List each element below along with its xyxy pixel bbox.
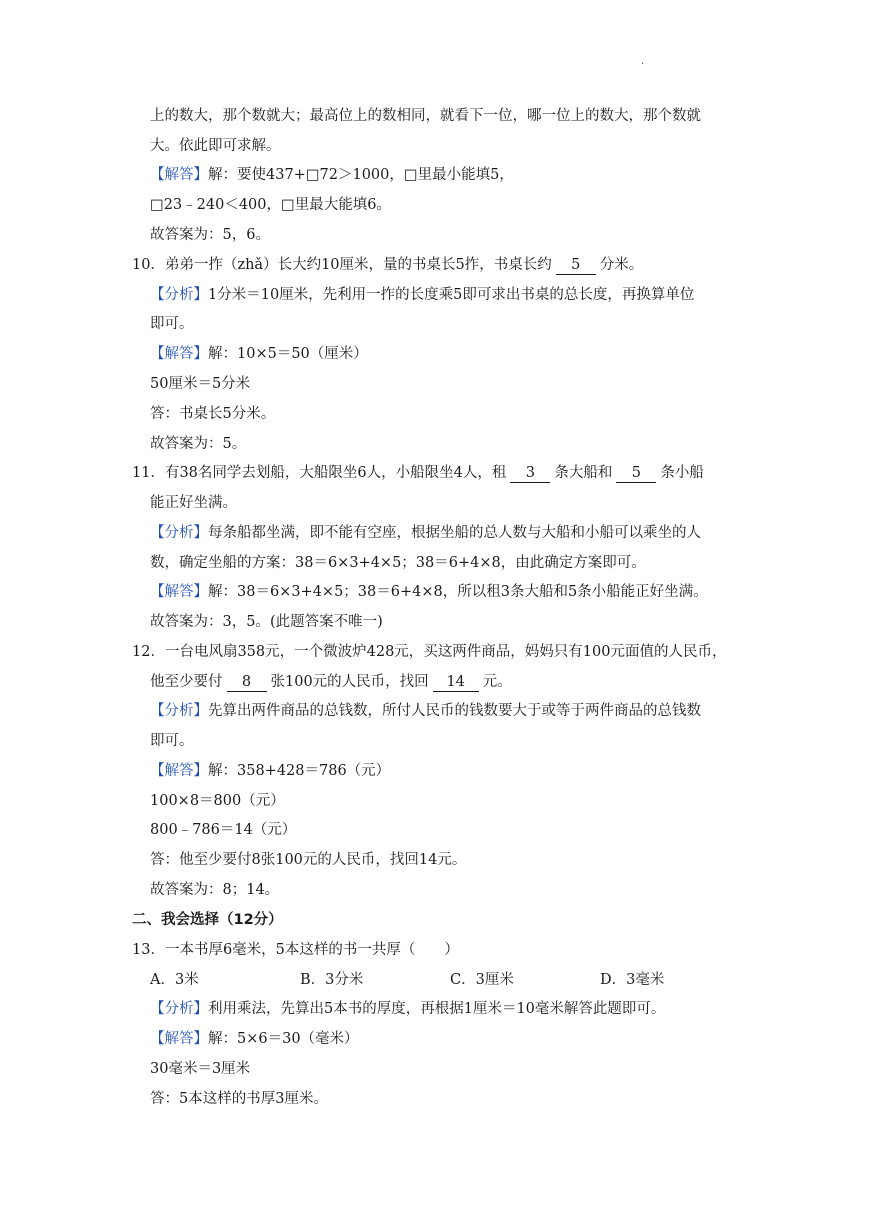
q12-stem-a: 他至少要付 xyxy=(150,674,223,690)
q12-answer xyxy=(150,761,390,781)
q12-final-answer: 故答案为：8；14。 xyxy=(150,882,280,898)
q13-answer xyxy=(150,1029,359,1049)
q10-analysis xyxy=(150,285,694,305)
analysis-tag: 【分析】 xyxy=(150,703,208,719)
q9-answer xyxy=(150,165,514,185)
q11-stem-a: 11．有38名同学去划船，大船限坐6人，小船限坐4人，租 xyxy=(132,465,507,481)
answer-tag: 【解答】 xyxy=(150,584,208,600)
q10-blank-1: 5 xyxy=(556,256,596,275)
q11-analysis-line-2: 数，确定坐船的方案：38＝6×3+4×5；38＝6+4×8，由此确定方案即可。 xyxy=(150,555,646,571)
section-2-title: 二、我会选择（12分） xyxy=(132,912,283,928)
q13-answer-line-2: 30毫米＝3厘米 xyxy=(150,1061,251,1077)
q12-blank-2: 14 xyxy=(433,673,479,692)
q11-stem-b: 条大船和 xyxy=(554,465,613,481)
answer-tag: 【解答】 xyxy=(150,167,208,183)
q11-final-answer: 故答案为：3，5。(此题答案不唯一) xyxy=(150,614,383,630)
q10-analysis-line-1: 1分米＝10厘米，先利用一拃的长度乘5即可求出书桌的总长度，再换算单位 xyxy=(208,287,695,303)
q10-stem-b: 分米。 xyxy=(599,257,644,273)
q9-analysis-line-1: 上的数大，那个数就大；最高位上的数相同，就看下一位，哪一位上的数大，那个数就 xyxy=(150,108,701,124)
q13-option-b: B．3分米 xyxy=(300,972,364,988)
q10-answer-line-2: 50厘米＝5分米 xyxy=(150,376,251,392)
q11-blank-2: 5 xyxy=(616,464,656,483)
q12-stem-c: 元。 xyxy=(482,674,512,690)
q11-analysis xyxy=(150,523,701,543)
answer-tag: 【解答】 xyxy=(150,1031,208,1047)
q13-option-a: A．3米 xyxy=(150,972,199,988)
q12-answer-line-3: 800﹣786＝14（元） xyxy=(150,822,297,838)
q10-stem xyxy=(132,255,643,275)
q9-answer-line-2: □23﹣240＜400，□里最大能填6。 xyxy=(150,197,391,213)
q12-analysis-line-2: 即可。 xyxy=(150,733,194,749)
q11-answer xyxy=(150,582,708,602)
q12-stem-line-1: 12．一台电风扇358元，一个微波炉428元，买这两件商品，妈妈只有100元面值的人民币， xyxy=(132,644,727,660)
q12-analysis xyxy=(150,701,701,721)
q11-stem-c: 条小船 xyxy=(660,465,704,481)
q10-answer-line-1: 解：10×5＝50（厘米） xyxy=(208,346,368,362)
q13-analysis xyxy=(150,999,665,1019)
q9-final-answer: 故答案为：5，6。 xyxy=(150,227,270,243)
q12-answer-line-2: 100×8＝800（元） xyxy=(150,793,285,809)
q12-answer-line-4: 答：他至少要付8张100元的人民币，找回14元。 xyxy=(150,852,467,868)
analysis-tag: 【分析】 xyxy=(150,1001,208,1017)
q12-answer-line-1: 解：358+428＝786（元） xyxy=(208,763,391,779)
analysis-tag: 【分析】 xyxy=(150,525,208,541)
q12-blank-1: 8 xyxy=(227,673,267,692)
q9-answer-line-1: 解：要使437+□72＞1000，□里最小能填5， xyxy=(208,167,514,183)
q10-final-answer: 故答案为：5。 xyxy=(150,436,247,452)
q12-stem-line-2 xyxy=(150,672,512,692)
q11-analysis-line-1: 每条船都坐满，即不能有空座，根据坐船的总人数与大船和小船可以乘坐的人 xyxy=(208,525,701,541)
q13-options xyxy=(150,970,750,990)
q10-answer xyxy=(150,344,368,364)
answer-tag: 【解答】 xyxy=(150,763,208,779)
q11-blank-1: 3 xyxy=(510,464,550,483)
q13-option-d: D．3毫米 xyxy=(600,972,665,988)
q13-analysis-text: 利用乘法，先算出5本书的厚度，再根据1厘米＝10毫米解答此题即可。 xyxy=(208,1001,666,1017)
q9-analysis-line-2: 大。依此即可求解。 xyxy=(150,138,281,154)
q13-answer-line-3: 答：5本这样的书厚3厘米。 xyxy=(150,1091,328,1107)
q11-stem-line-2: 能正好坐满。 xyxy=(150,495,237,511)
q10-stem-a: 10．弟弟一拃（zhǎ）长大约10厘米，量的书桌长5拃，书桌长约 xyxy=(132,257,552,273)
q10-analysis-line-2: 即可。 xyxy=(150,316,194,332)
analysis-tag: 【分析】 xyxy=(150,287,208,303)
q13-option-c: C．3厘米 xyxy=(450,972,514,988)
q12-stem-b: 张100元的人民币，找回 xyxy=(270,674,429,690)
q11-stem xyxy=(132,463,704,483)
q13-stem: 13．一本书厚6毫米，5本这样的书一共厚（ ） xyxy=(132,942,459,958)
q12-analysis-line-1: 先算出两件商品的总钱数，所付人民币的钱数要大于或等于两件商品的总钱数 xyxy=(208,703,701,719)
q10-answer-line-3: 答：书桌长5分米。 xyxy=(150,406,276,422)
page-marker: . xyxy=(641,56,645,67)
q13-answer-line-1: 解：5×6＝30（毫米） xyxy=(208,1031,359,1047)
q11-answer-line: 解：38＝6×3+4×5；38＝6+4×8，所以租3条大船和5条小船能正好坐满。 xyxy=(208,584,708,600)
answer-tag: 【解答】 xyxy=(150,346,208,362)
